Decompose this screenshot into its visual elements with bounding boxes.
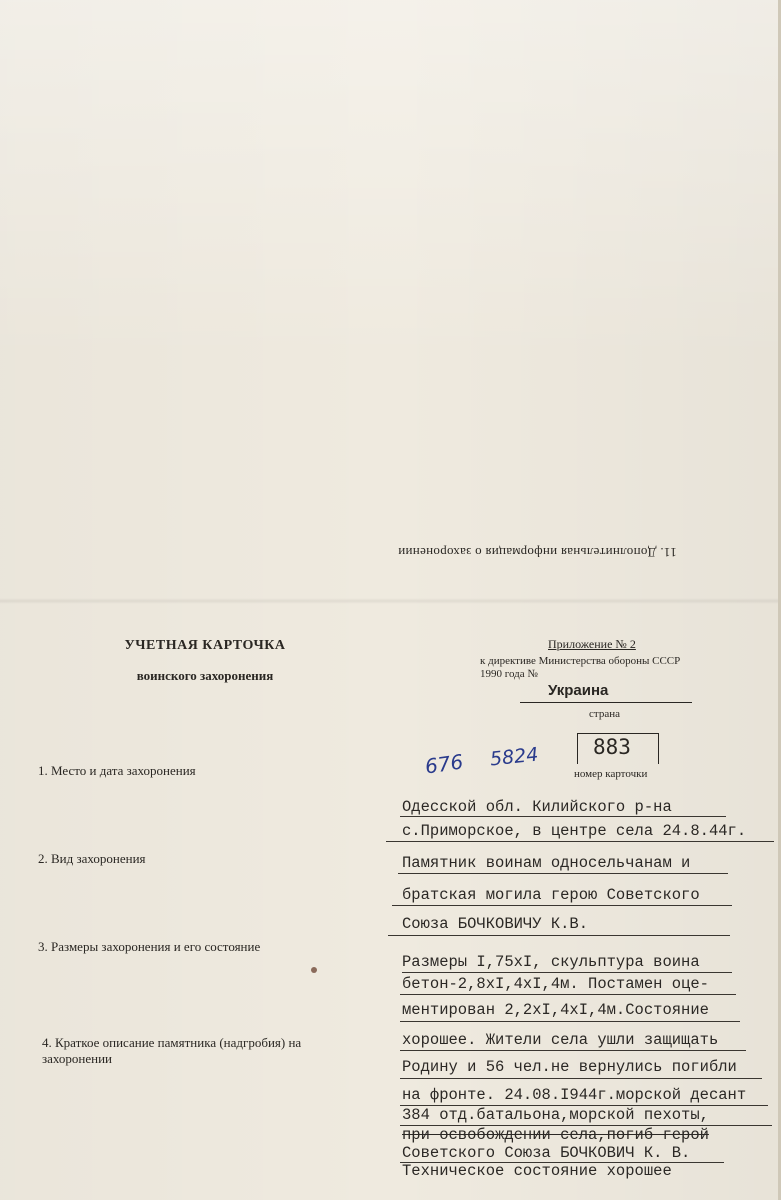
directive-line-1: к директиве Министерства обороны СССР	[480, 655, 681, 667]
appendix-label: Приложение № 2	[548, 637, 636, 651]
typed-line-10: Родину и 56 чел.не вернулись погибли	[402, 1058, 737, 1076]
typed-line-6: Размеры I,75xI, скульптура воина	[402, 953, 700, 971]
underline-1	[400, 816, 726, 817]
underline-4	[392, 905, 732, 906]
directive-text	[480, 655, 720, 681]
underline-3	[398, 873, 728, 874]
handwritten-number-b: 5824	[488, 743, 540, 771]
section-11-heading: 11. Дополнительная информация о захоронении	[398, 545, 677, 560]
country-value: Украина	[548, 682, 609, 699]
country-underline	[520, 702, 692, 703]
typed-line-13: при освобождении села,погиб герой	[402, 1126, 709, 1144]
typed-line-7: бетон-2,8xI,4xI,4м. Постамен оце-	[402, 975, 709, 993]
field-label-place-date: 1. Место и дата захоронения	[38, 763, 196, 778]
card-number: 883	[593, 735, 631, 759]
typed-line-3: Памятник воинам односельчанам и	[402, 854, 691, 872]
typed-line-12: 384 отд.батальона,морской пехоты,	[402, 1106, 709, 1124]
typed-line-5: Союза БОЧКОВИЧУ К.В.	[402, 915, 589, 933]
underline-5	[388, 935, 730, 936]
directive-line-2: 1990 года №	[480, 668, 538, 680]
country-label: страна	[589, 708, 620, 720]
underline-9	[400, 1050, 746, 1051]
underline-10	[400, 1078, 762, 1079]
underline-2	[386, 841, 774, 842]
typed-line-15: Техническое состояние хорошее	[402, 1162, 672, 1180]
underline-7	[400, 994, 736, 995]
handwritten-number-a: 676	[423, 749, 465, 779]
typed-line-8: ментирован 2,2xI,4xI,4м.Состояние	[402, 1001, 709, 1019]
typed-line-1: Одесской обл. Килийского р-на	[402, 798, 672, 816]
typed-line-9: хорошее. Жители села ушли защищать	[402, 1031, 719, 1049]
underline-8	[400, 1021, 740, 1022]
typed-line-2: с.Приморское, в центре села 24.8.44г.	[402, 822, 747, 840]
fold-line	[0, 598, 781, 604]
underline-6	[402, 972, 732, 973]
typed-line-14: Советского Союза БОЧКОВИЧ К. В.	[402, 1144, 691, 1162]
card-title: УЧЕТНАЯ КАРТОЧКА	[124, 638, 286, 653]
card-number-label: номер карточки	[574, 768, 648, 780]
typed-line-4: братская могила герою Советского	[402, 886, 700, 904]
field-label-size-condition: 3. Размеры захоронения и его состояние	[38, 939, 261, 954]
card-subtitle: воинского захоронения	[136, 668, 274, 683]
field-label-burial-type: 2. Вид захоронения	[38, 851, 146, 866]
field-label-monument-description: 4. Краткое описание памятника (надгробия) на захоронении	[42, 1035, 302, 1066]
typed-line-11: на фронте. 24.08.I944г.морской десант	[402, 1086, 747, 1104]
ink-spot	[311, 967, 317, 973]
